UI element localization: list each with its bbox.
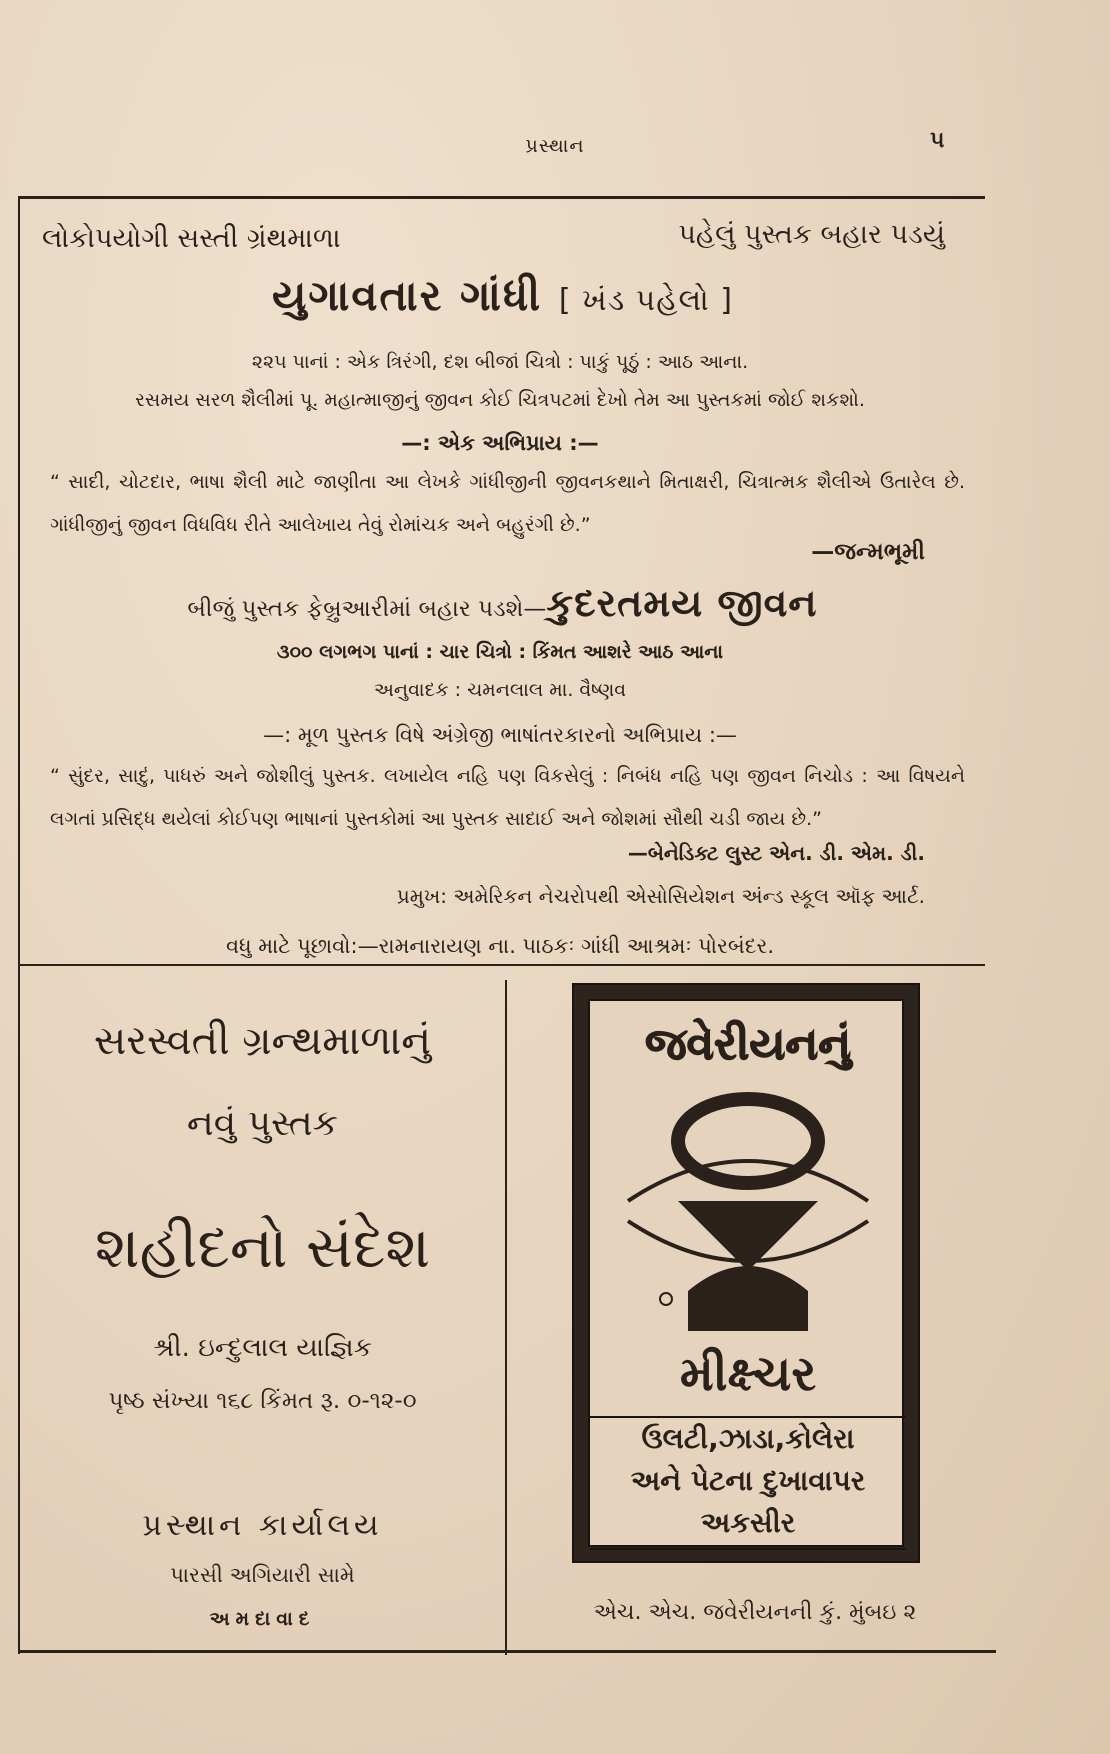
second-book-announcement: [20, 581, 985, 626]
book-title: [20, 271, 985, 321]
publisher-name: પ્રસ્થાન કાર્યાલય: [142, 1508, 383, 1543]
book-description: રસમય સરળ શૈલીમાં પૂ. મહાત્માજીનું જીવન કોઈ ચિત્રપટમાં દેખો તેમ આ પુસ્તકમાં જોઈ શકશો.: [135, 389, 865, 411]
translator: અનુવાદક : ચમનલાલ મા. વૈષ્ણવ: [373, 679, 627, 701]
original-opinion-quote: “ સુંદર, સાદું, પાધરું અને જોશીલું પુસ્તક. લખાયેલ નહિ પણ વિકસેલું : નિબંધ નહિ પણ જીવન નિચોડ : આ વિષયને લગતાં પ્રસિદ્ધ થયેલાં કોઈપણ ભાષાનાં પુસ્તકોમાં આ પુસ્તક સાદાઈ અને જોશમાં સૌથી ચડી જાય છે.”: [50, 765, 965, 830]
second-book-details: ૩૦૦ લગભગ પાનાં : ચાર ચિત્રો : કિંમત આશરે આઠ આના: [276, 641, 724, 663]
brand-name: જવેરીયનનું: [645, 1019, 851, 1070]
contact-line: વધુ માટે પૂછાવો:—રામનારાયણ ના. પાઠકઃ ગાંધી આશ્રમઃ પોરબંદર.: [225, 934, 775, 958]
book-details: ૨૨૫ પાનાં : એક ત્રિરંગી, દશ બીજાં ચિત્રો : પાકું પૂઠું : આઠ આના.: [251, 351, 749, 373]
publisher-city: અમદાવાદ: [209, 1608, 316, 1630]
publisher-address: પારસી અગિયારી સામે: [170, 1563, 355, 1587]
book-title-text: યુગાવતાર ગાંધી: [272, 271, 543, 320]
mixture-advertisement: [588, 999, 904, 1547]
original-opinion-role: પ્રમુખ: અમેરિકન નેચરોપથી એસોસિયેશન અંન્ડ સ્કૂલ ઑફ આર્ટ.: [396, 884, 925, 908]
new-book-line: નવું પુસ્તક: [186, 1103, 339, 1144]
product-uses: [590, 1416, 906, 1550]
column-divider: [505, 980, 507, 1655]
original-opinion-heading: —: મૂળ પુસ્તક વિષે અંગ્રેજી ભાષાંતરકારનો અભિપ્રાય :—: [263, 723, 737, 747]
use-line-2: અને પેટના દુખાવાપર: [630, 1464, 866, 1497]
ornamental-letter-icon: [608, 1081, 888, 1341]
manufacturer-name: એચ. એચ. જવેરીયનની કું. મુંબઇ ૨: [593, 1600, 917, 1625]
original-opinion-source: —બેનેડિક્ટ લુસ્ટ એન. ડી. એમ. ડી.: [627, 841, 925, 865]
release-announcement: પહેલું પુસ્તક બહાર પડયું: [678, 219, 945, 250]
book-title-shahid: શહીદનો સંદેશ: [94, 1213, 431, 1281]
page-number: ૫: [930, 128, 945, 153]
second-book-title: કુદરતમય જીવન: [546, 581, 818, 625]
product-name: મીક્ષ્ચર: [679, 1346, 817, 1402]
second-book-prefix: બીજું પુસ્તક ફેબ્રુઆરીમાં બહાર પડશે—: [187, 596, 547, 622]
opinion-quote: “ સાદી, ચોટદાર, ભાષા શૈલી માટે જાણીતા આ લેખકે ગાંધીજીની જીવનકથાને મિતાક્ષરી, ચિત્રાત્મક શૈલીએ ઉતારેલ છે. ગાંધીજીનું જીવન વિધવિધ રીતે આલેખાય તેવું રોમાંચક અને બહુરંગી છે.”: [50, 471, 965, 536]
opinion-source: —જન્મભૂમી: [811, 539, 925, 565]
series-name: લોકોપયોગી સસ્તી ગ્રંથમાળા: [42, 223, 341, 254]
book-part: [ ખંડ પહેલો ]: [558, 283, 733, 318]
bottom-border-rule: [20, 1650, 996, 1653]
saraswati-book-advertisement: [20, 968, 505, 1658]
author-name: શ્રી. ઇન્દુલાલ યાજ્ઞિક: [152, 1333, 373, 1363]
book-page-price: પૃષ્ઠ સંખ્યા ૧૬૮ કિંમત રૂ. ૦-૧૨-૦: [108, 1388, 417, 1414]
use-line-1: ઉલટી,ઝાડા,કોલેરા: [641, 1422, 855, 1455]
mixture-advertisement-frame: [572, 983, 920, 1563]
series-line: સરસ્વતી ગ્રન્થમાળાનું: [93, 1018, 432, 1064]
book-series-advertisement: [20, 196, 985, 966]
opinion-heading: —: એક અભિપ્રાય :—: [401, 431, 599, 455]
running-title: પ્રસ્થાન: [525, 135, 585, 157]
use-line-3: અકસીર: [700, 1506, 796, 1539]
